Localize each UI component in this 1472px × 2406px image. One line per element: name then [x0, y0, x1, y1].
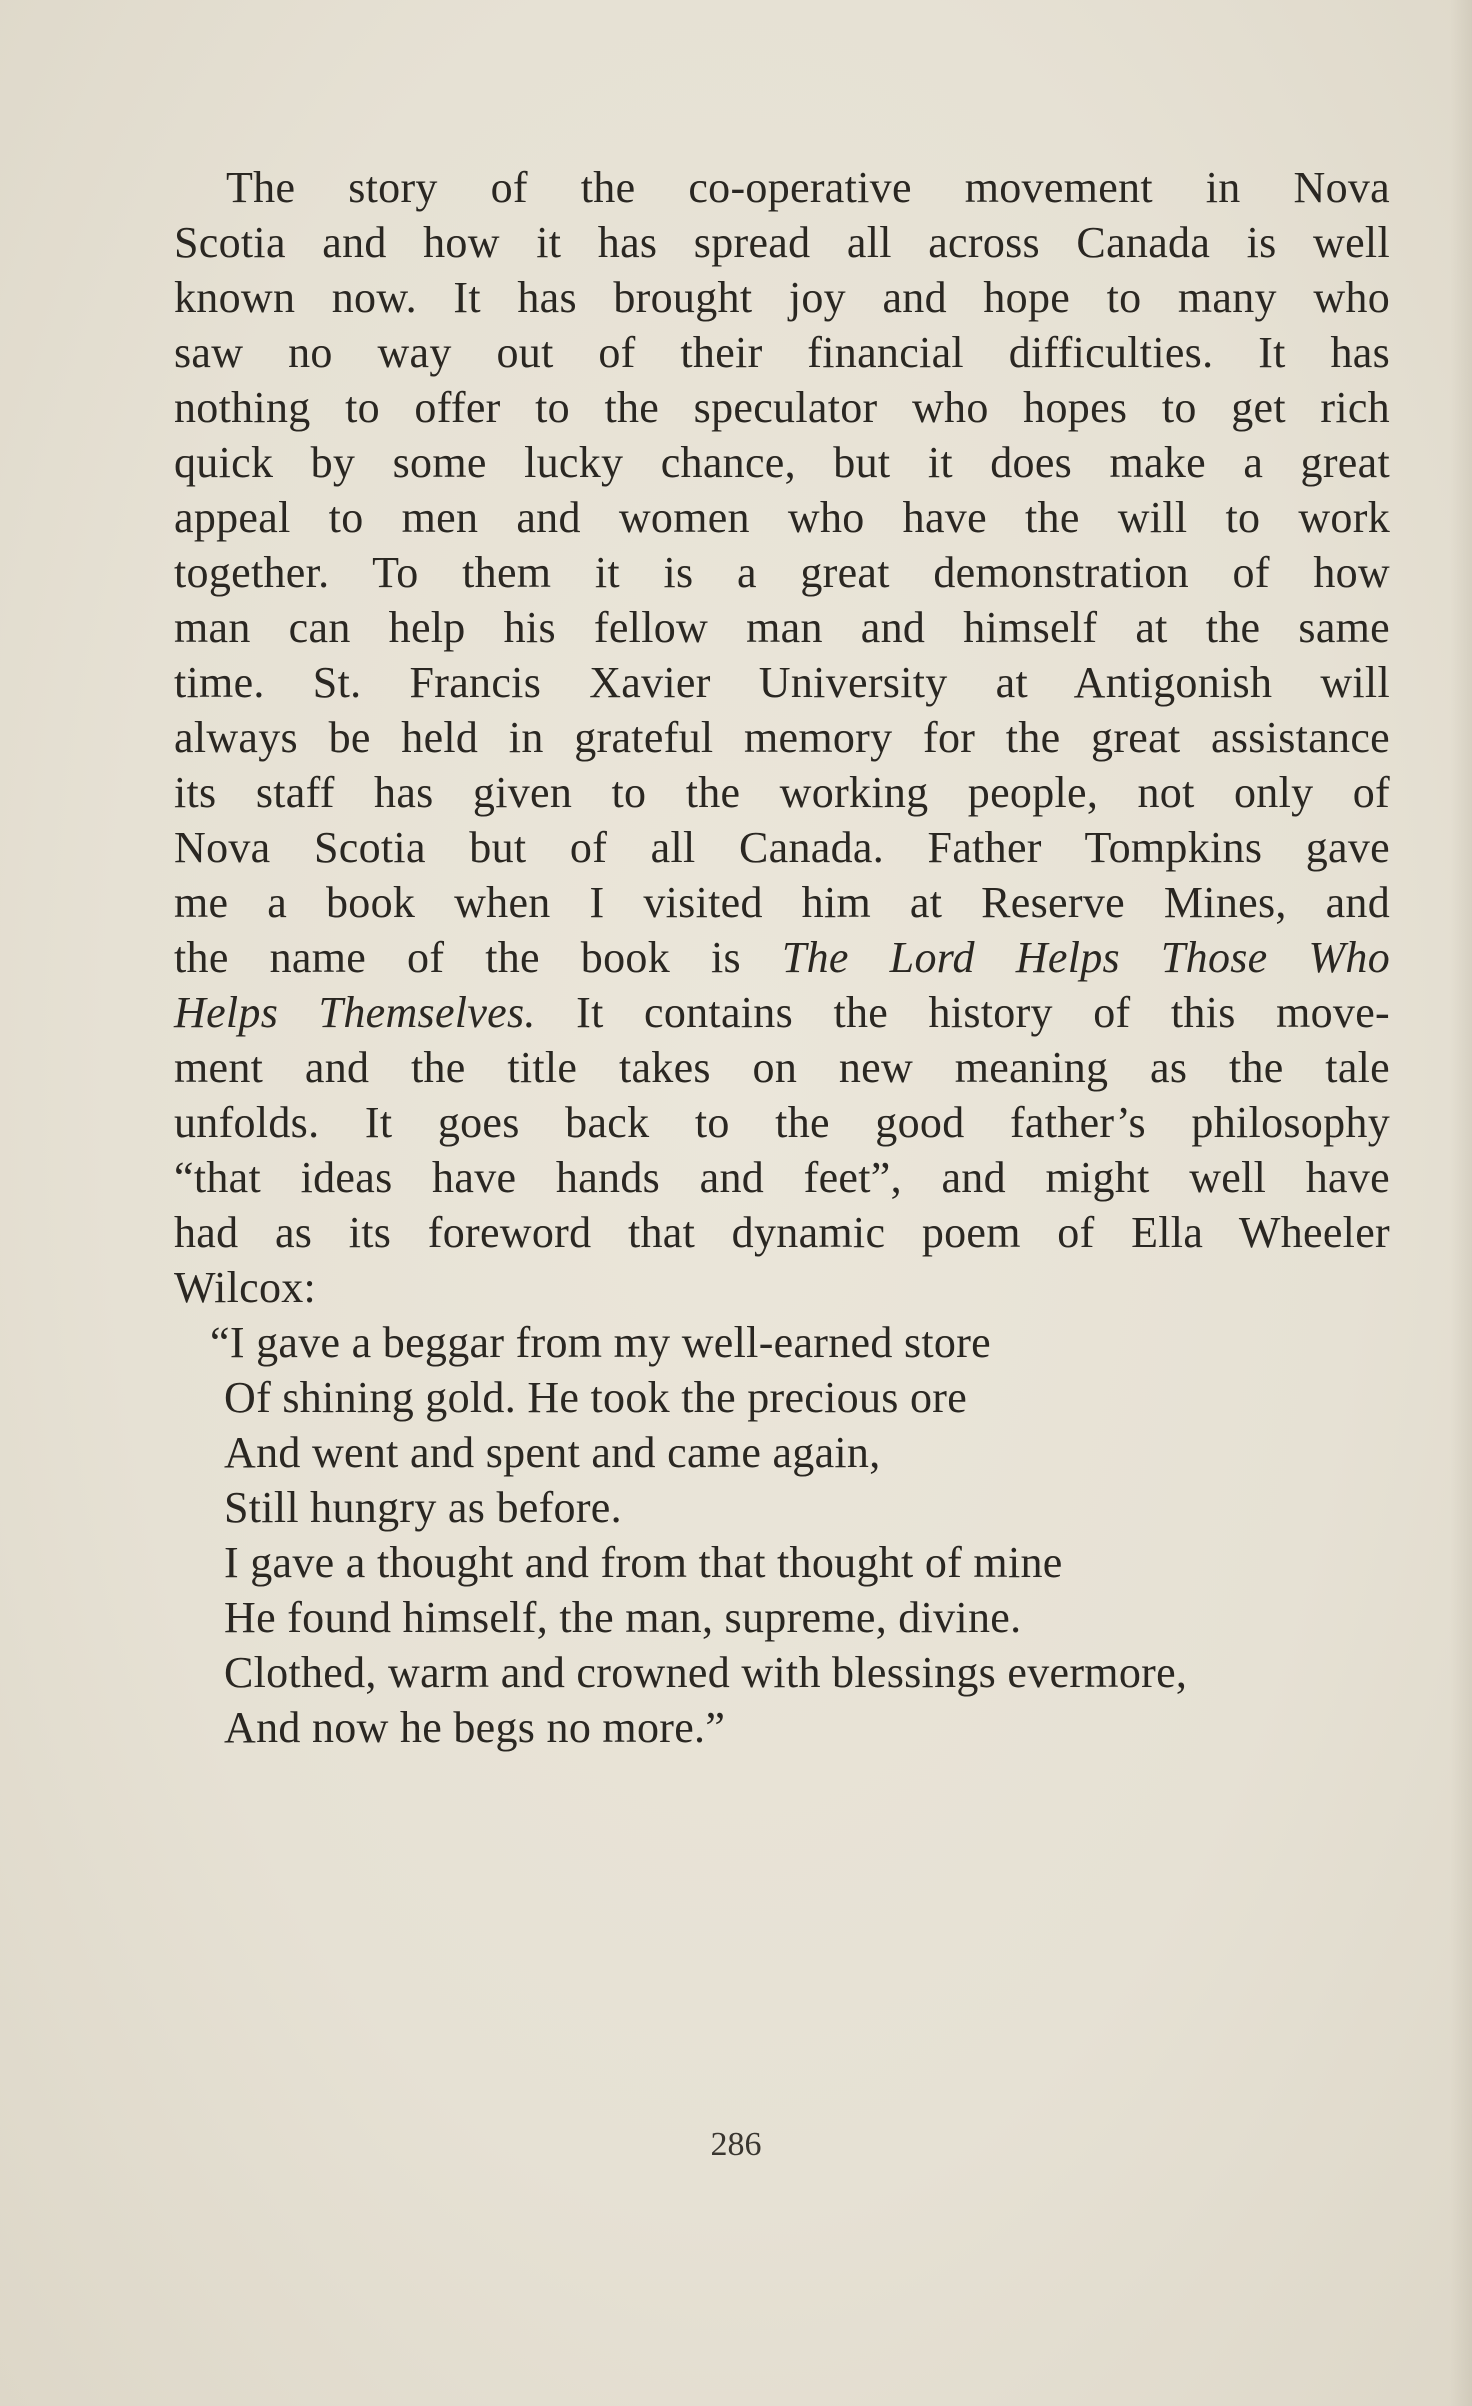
book-title: The Lord Helps Those Who [781, 933, 1390, 982]
text-line-with-title [174, 930, 1390, 985]
poem-line: Still hungry as before. [224, 1483, 622, 1532]
poem-line: “I gave a beggar from my well-earned store [210, 1318, 992, 1367]
text-line: its staff has given to the working people, not only of [174, 768, 1390, 817]
text-line: Wilcox: [174, 1263, 317, 1312]
text-line: always be held in grateful memory for the great assistance [174, 713, 1390, 762]
text-line: together. To them it is a great demonstration of how [174, 548, 1390, 597]
line-suffix: It contains the history of this move- [535, 988, 1390, 1037]
text-line: quick by some lucky chance, but it does make a great [174, 438, 1390, 487]
line-prefix: the name of the book is [174, 933, 782, 982]
text-line: saw no way out of their financial difficulties. It has [174, 328, 1390, 377]
text-line: “that ideas have hands and feet”, and might well have [174, 1153, 1390, 1202]
book-title-continued: Helps Themselves. [174, 988, 536, 1037]
poem-line: He found himself, the man, supreme, divine. [224, 1593, 1022, 1642]
page-number: 286 [710, 2126, 762, 2163]
text-line: The story of the co-operative movement in Nova [226, 163, 1390, 212]
text-line: me a book when I visited him at Reserve Mines, and [174, 878, 1390, 927]
text-line: unfolds. It goes back to the good father’s philosophy [174, 1098, 1390, 1147]
poem-line: And went and spent and came again, [224, 1428, 881, 1477]
text-line: known now. It has brought joy and hope to many who [174, 273, 1390, 322]
text-line: man can help his fellow man and himself at the same [174, 603, 1390, 652]
text-line: time. St. Francis Xavier University at Antigonish will [174, 658, 1390, 707]
text-line: nothing to offer to the speculator who hopes to get rich [174, 383, 1390, 432]
poem-quote [174, 1315, 1390, 1755]
text-line: appeal to men and women who have the will to work [174, 493, 1390, 542]
text-line: Scotia and how it has spread all across Canada is well [174, 218, 1390, 267]
body-text [174, 160, 1390, 1755]
poem-line: And now he begs no more.” [224, 1703, 726, 1752]
text-line: ment and the title takes on new meaning as the tale [174, 1043, 1390, 1092]
text-line-with-title [174, 985, 1390, 1040]
poem-line: Clothed, warm and crowned with blessings evermore, [224, 1648, 1188, 1697]
text-line: Nova Scotia but of all Canada. Father Tompkins gave [174, 823, 1390, 872]
text-line: had as its foreword that dynamic poem of Ella Wheeler [174, 1208, 1390, 1257]
poem-line: I gave a thought and from that thought of mine [224, 1538, 1063, 1587]
poem-line: Of shining gold. He took the precious ore [224, 1373, 968, 1422]
